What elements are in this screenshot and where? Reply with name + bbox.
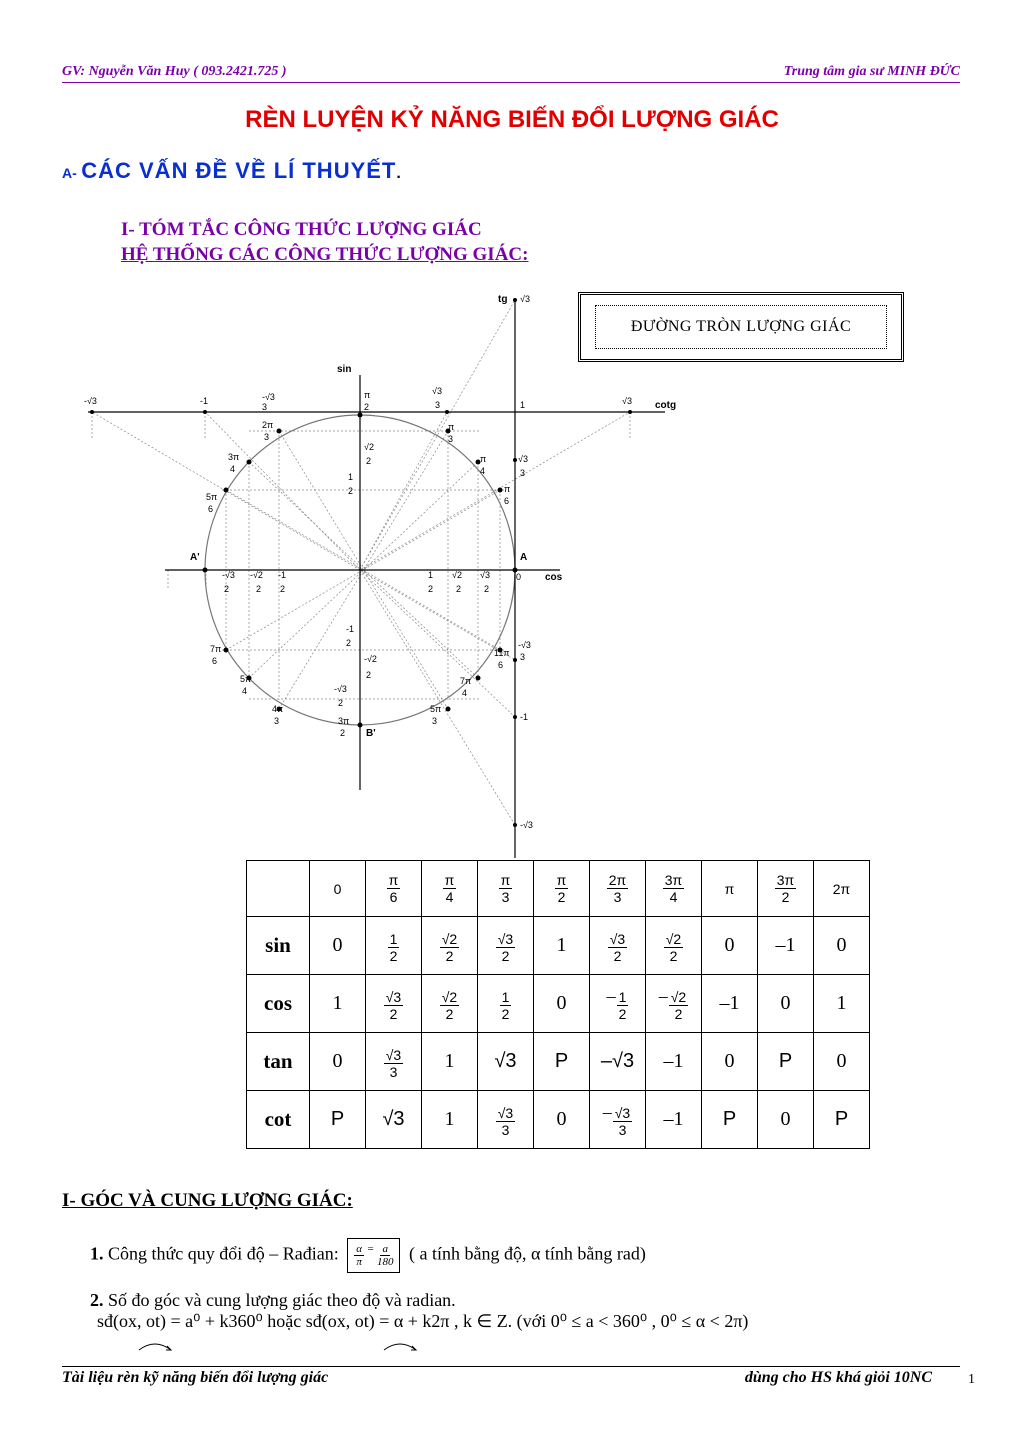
svg-text:-√3: -√3 xyxy=(520,820,533,830)
measure-text: Số đo góc và cung lượng giác theo độ và radian. xyxy=(108,1290,456,1310)
conversion-formula: $\frac{\alpha}{\pi}$ = $\frac{a}{180}$ xyxy=(347,1238,400,1273)
table-cell: $\frac{√3}{2}$ xyxy=(366,975,422,1033)
svg-text:5π: 5π xyxy=(206,492,218,502)
table-cell: –√3 xyxy=(590,1033,646,1091)
svg-text:-1: -1 xyxy=(278,570,287,580)
svg-text:2: 2 xyxy=(428,584,434,594)
svg-text:-1: -1 xyxy=(200,396,209,406)
table-cell: $\frac{1}{2}$ xyxy=(366,917,422,975)
axes xyxy=(88,300,665,858)
svg-text:4: 4 xyxy=(480,466,486,476)
svg-text:-√3: -√3 xyxy=(518,640,531,650)
svg-text:3π: 3π xyxy=(338,716,350,726)
table-cell: – $\frac{√3}{3}$ xyxy=(590,1091,646,1149)
table-cell: 0 xyxy=(758,975,814,1033)
svg-text:-√3: -√3 xyxy=(334,684,347,694)
svg-text:√2: √2 xyxy=(452,570,462,580)
svg-text:2: 2 xyxy=(338,698,344,708)
svg-text:7π: 7π xyxy=(210,644,222,654)
svg-text:5π: 5π xyxy=(430,704,442,714)
header-cell: $\frac{\pi}{2}$ xyxy=(534,861,590,917)
svg-text:2: 2 xyxy=(484,584,490,594)
row-header: cos xyxy=(247,975,310,1033)
svg-text:2: 2 xyxy=(224,584,230,594)
heading-formula-summary: I- TÓM TẮC CÔNG THỨC LƯỢNG GIÁC xyxy=(121,219,482,240)
svg-text:6: 6 xyxy=(498,660,504,670)
table-cell: P xyxy=(758,1033,814,1091)
header-cell: π xyxy=(702,861,758,917)
table-cell: $\frac{1}{2}$ xyxy=(478,975,534,1033)
header-cell: 2π xyxy=(814,861,870,917)
header-cell: $\frac{\pi}{4}$ xyxy=(422,861,478,917)
table-cell: 0 xyxy=(814,1033,870,1091)
table-cell: –1 xyxy=(702,975,758,1033)
item-number: 1. xyxy=(90,1243,104,1264)
section-a-prefix: A- xyxy=(62,165,77,181)
svg-text:2π: 2π xyxy=(262,420,274,430)
header-cell: $\frac{3\pi}{4}$ xyxy=(646,861,702,917)
svg-text:0: 0 xyxy=(516,572,522,582)
table-cell: 0 xyxy=(758,1091,814,1149)
measure-formula: sđ(ox, ot) = a⁰ + k360⁰ hoặc sđ(ox, ot) = α + k2π , k ∈ Z. (với 0⁰ ≤ a < 360⁰ , 0⁰ ≤ α < 2π) xyxy=(97,1311,749,1331)
svg-text:5π: 5π xyxy=(240,674,252,684)
svg-text:3: 3 xyxy=(264,432,270,442)
table-cell: 0 xyxy=(310,1033,366,1091)
svg-text:6: 6 xyxy=(504,496,510,506)
table-cell: 1 xyxy=(814,975,870,1033)
table-cell: 0 xyxy=(814,917,870,975)
circle-points xyxy=(90,298,632,827)
svg-text:-√2: -√2 xyxy=(364,654,377,664)
svg-text:1: 1 xyxy=(520,400,526,410)
axis-sin-label: sin xyxy=(337,364,352,375)
svg-text:π: π xyxy=(480,454,487,464)
svg-text:4: 4 xyxy=(462,688,468,698)
table-cell: 0 xyxy=(310,917,366,975)
table-cell: 1 xyxy=(534,917,590,975)
svg-text:-√3: -√3 xyxy=(222,570,235,580)
header-cell: $\frac{3\pi}{2}$ xyxy=(758,861,814,917)
formula-a: a xyxy=(382,1243,388,1255)
svg-text:2: 2 xyxy=(346,638,352,648)
point-a-label: A xyxy=(520,552,528,563)
svg-text:2: 2 xyxy=(366,456,372,466)
table-cell: – $\frac{√2}{2}$ xyxy=(646,975,702,1033)
table-cell: P xyxy=(702,1091,758,1149)
conversion-tail: ( a tính bằng độ, α tính bằng rad) xyxy=(408,1243,646,1264)
svg-text:√3: √3 xyxy=(518,454,528,464)
table-cell: –1 xyxy=(646,1091,702,1149)
table-cell: $\frac{√2}{2}$ xyxy=(422,975,478,1033)
header-cell: $\frac{\pi}{6}$ xyxy=(366,861,422,917)
svg-text:3: 3 xyxy=(520,468,526,478)
svg-text:11π: 11π xyxy=(494,648,510,658)
point-b2-label: B' xyxy=(366,728,376,739)
table-cell: 0 xyxy=(534,1091,590,1149)
svg-text:6: 6 xyxy=(208,504,214,514)
formula-180: 180 xyxy=(376,1256,394,1268)
formula-pi: π xyxy=(356,1256,362,1268)
row-header: tan xyxy=(247,1033,310,1091)
svg-text:4π: 4π xyxy=(272,704,284,714)
paragraph-conversion xyxy=(90,1238,646,1273)
axis-tan-label: tg xyxy=(498,294,508,305)
table-cell: $\frac{√3}{3}$ xyxy=(366,1033,422,1091)
header-cell: $\frac{\pi}{3}$ xyxy=(478,861,534,917)
diagram-title: ĐƯỜNG TRÒN LƯỢNG GIÁC xyxy=(595,305,887,349)
svg-text:3: 3 xyxy=(448,434,454,444)
paragraph-measure xyxy=(90,1290,456,1311)
table-cell: √3 xyxy=(478,1033,534,1091)
formula-alpha: α xyxy=(356,1243,363,1255)
conversion-text: Công thức quy đổi độ – Rađian: xyxy=(108,1243,339,1264)
svg-text:-√3: -√3 xyxy=(262,392,275,402)
table-cell: P xyxy=(814,1091,870,1149)
svg-text:3: 3 xyxy=(274,716,280,726)
row-header: cot xyxy=(247,1091,310,1149)
table-cell: $\frac{√3}{2}$ xyxy=(590,917,646,975)
table-cell: 1 xyxy=(422,1033,478,1091)
svg-text:3: 3 xyxy=(432,716,438,726)
table-cell: 0 xyxy=(702,917,758,975)
table-row xyxy=(247,1033,870,1091)
table-cell: 0 xyxy=(702,1033,758,1091)
svg-text:2: 2 xyxy=(366,670,372,680)
svg-text:-1: -1 xyxy=(520,712,529,722)
svg-text:√3: √3 xyxy=(432,386,442,396)
svg-text:2: 2 xyxy=(456,584,462,594)
table-cell: P xyxy=(534,1033,590,1091)
svg-text:-√2: -√2 xyxy=(250,570,263,580)
svg-text:√3: √3 xyxy=(480,570,490,580)
svg-text:2: 2 xyxy=(256,584,262,594)
svg-text:√3: √3 xyxy=(520,294,530,304)
page-number: 1 xyxy=(968,1372,975,1387)
page-title: RÈN LUYỆN KỶ NĂNG BIẾN ĐỔI LƯỢNG GIÁC xyxy=(245,106,779,133)
header-left: GV: Nguyễn Văn Huy ( 093.2421.725 ) xyxy=(62,64,287,79)
svg-text:-1: -1 xyxy=(346,624,355,634)
diagram-title-box xyxy=(578,292,904,362)
svg-text:3: 3 xyxy=(520,652,526,662)
svg-text:7π: 7π xyxy=(460,676,472,686)
table-cell: – $\frac{1}{2}$ xyxy=(590,975,646,1033)
table-row xyxy=(247,975,870,1033)
axis-cos-label: cos xyxy=(545,572,563,583)
svg-text:3: 3 xyxy=(262,402,268,412)
svg-text:√2: √2 xyxy=(364,442,374,452)
table-cell: 0 xyxy=(534,975,590,1033)
svg-text:π: π xyxy=(448,422,455,432)
table-cell: P xyxy=(310,1091,366,1149)
table-cell: –1 xyxy=(646,1033,702,1091)
table-cell: 1 xyxy=(310,975,366,1033)
svg-text:1: 1 xyxy=(428,570,434,580)
table-header-row xyxy=(247,861,870,917)
svg-text:4: 4 xyxy=(242,686,248,696)
heading-angle-arc: I- GÓC VÀ CUNG LƯỢNG GIÁC: xyxy=(62,1190,353,1211)
footer-right: dùng cho HS khá giỏi 10NC xyxy=(744,1369,932,1386)
header-cell: 0 xyxy=(310,861,366,917)
svg-text:π: π xyxy=(364,390,371,400)
svg-text:π: π xyxy=(504,484,511,494)
table-cell: $\frac{√2}{2}$ xyxy=(422,917,478,975)
table-cell: √3 xyxy=(366,1091,422,1149)
table-row xyxy=(247,1091,870,1149)
svg-text:1: 1 xyxy=(348,472,354,482)
svg-text:-√3: -√3 xyxy=(84,396,97,406)
item-number: 2. xyxy=(90,1290,104,1310)
section-a-dot: . xyxy=(396,165,401,182)
corner-cell xyxy=(247,861,310,917)
table-row xyxy=(247,917,870,975)
page-footer xyxy=(62,1366,960,1386)
heading-formula-system: HỆ THỐNG CÁC CÔNG THỨC LƯỢNG GIÁC: xyxy=(121,244,529,265)
table-cell: –1 xyxy=(758,917,814,975)
svg-text:3π: 3π xyxy=(228,452,240,462)
arc-symbol xyxy=(135,1338,175,1352)
point-a2-label: A' xyxy=(190,552,200,563)
footer-left: Tài liệu rèn kỹ năng biến đổi lượng giác xyxy=(62,1369,329,1386)
table-cell: 1 xyxy=(422,1091,478,1149)
svg-text:2: 2 xyxy=(348,486,354,496)
tick-labels xyxy=(84,294,632,830)
svg-text:2: 2 xyxy=(364,402,370,412)
table-cell: $\frac{√3}{2}$ xyxy=(478,917,534,975)
trig-values-table xyxy=(246,860,870,1149)
construction-lines xyxy=(92,300,630,825)
svg-text:2: 2 xyxy=(280,584,286,594)
axis-cot-label: cotg xyxy=(655,400,677,411)
svg-text:3: 3 xyxy=(435,400,441,410)
section-a-text: CÁC VẤN ĐỀ VỀ LÍ THUYẾT xyxy=(81,158,397,183)
svg-text:6: 6 xyxy=(212,656,218,666)
arc-symbol xyxy=(380,1338,420,1352)
svg-text:4: 4 xyxy=(230,464,236,474)
svg-text:√3: √3 xyxy=(622,396,632,406)
svg-text:2: 2 xyxy=(340,728,346,738)
row-header: sin xyxy=(247,917,310,975)
header-right: Trung tâm gia sư MINH ĐỨC xyxy=(783,64,960,79)
header-cell: $\frac{2\pi}{3}$ xyxy=(590,861,646,917)
table-cell: $\frac{√2}{2}$ xyxy=(646,917,702,975)
table-cell: $\frac{√3}{3}$ xyxy=(478,1091,534,1149)
